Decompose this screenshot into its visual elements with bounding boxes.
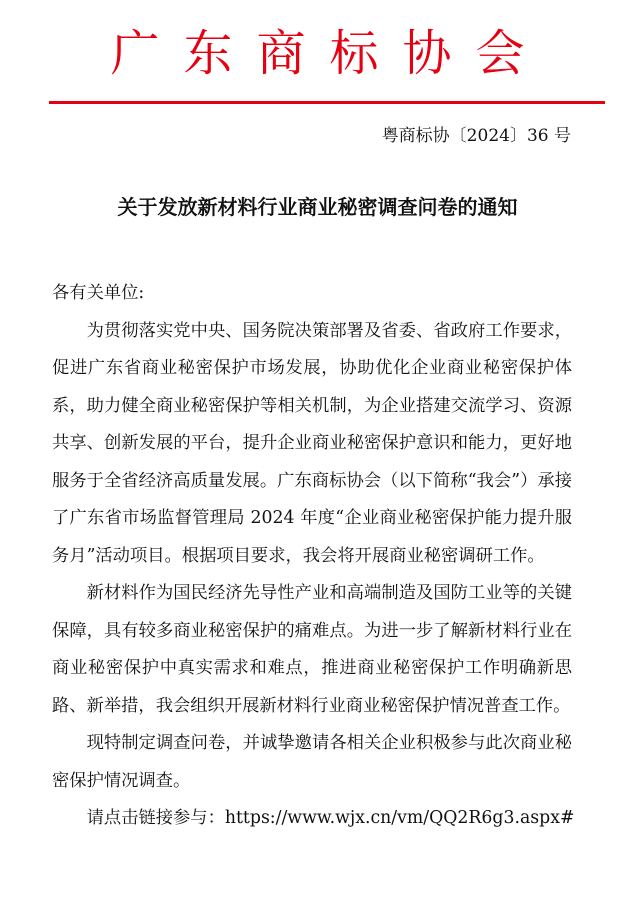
paragraph-background: 为贯彻落实党中央、国务院决策部署及省委、省政府工作要求，促进广东省商业秘密保护市场发展，协助优化企业商业秘密保护体系，助力健全商业秘密保护等相关机制，为企业搭建交流学习、资源共享、创新发展的平台，提升企业商业秘密保护意识和能力，更好地服务于全省经济高质量发展。广东商标协会（以下简称“我会”）承接了广东省市场监督管理局 2024 年度“企业商业秘密保护能力提升服务月”活动项目。根据项目要求，我会将开展商业秘密调研工作。: [52, 320, 572, 566]
survey-link[interactable]: https://www.wjx.cn/vm/QQ2R6g3.aspx#: [224, 808, 575, 828]
link-prompt: 请点击链接参与：: [86, 808, 225, 828]
red-divider: [49, 101, 605, 104]
salutation: 各有关单位:: [52, 283, 145, 303]
survey-link-line: [52, 800, 575, 838]
paragraph-invitation: 现特制定调查问卷，并诚挚邀请各相关企业积极参与此次商业秘密保护情况调查。: [52, 733, 572, 791]
paragraph-purpose: 新材料作为国民经济先导性产业和高端制造及国防工业等的关键保障，具有较多商业秘密保护的痛难点。为进一步了解新材料行业在商业秘密保护中真实需求和难点，推进商业秘密保护工作明确新思路、新举措，我会组织开展新材料行业商业秘密保护情况普查工作。: [52, 583, 572, 716]
notice-body: [52, 275, 575, 838]
document-number: 粤商标协〔2024〕36 号: [381, 126, 571, 146]
organization-masthead: 广东商标协会: [110, 25, 549, 82]
notice-title: 关于发放新材料行业商业秘密调查问卷的通知: [117, 195, 518, 219]
